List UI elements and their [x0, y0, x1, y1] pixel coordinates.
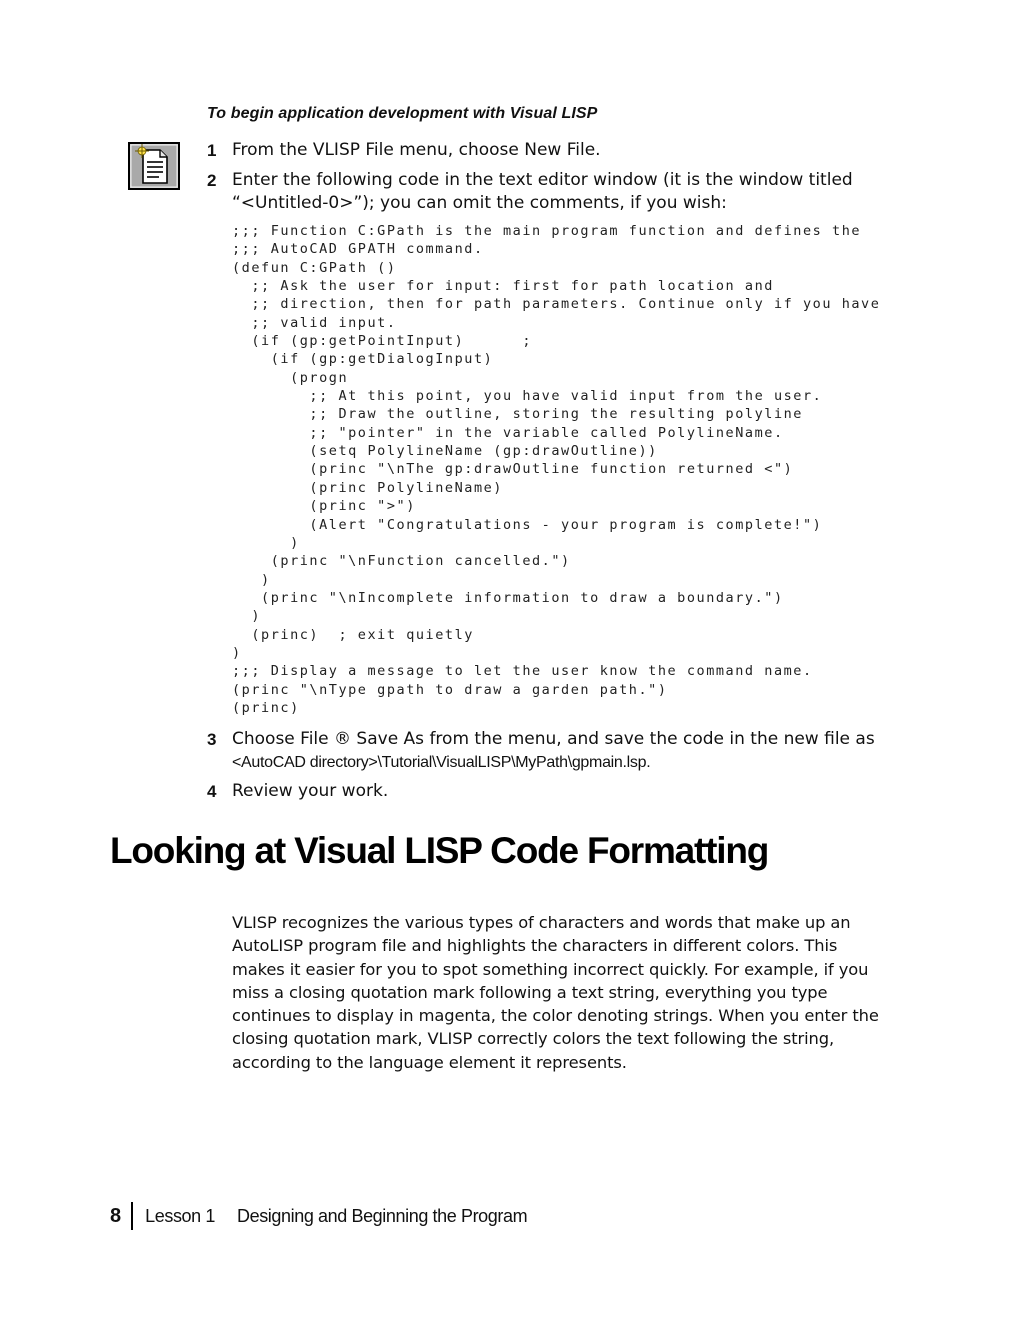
- step-text: [232, 728, 882, 774]
- step-number: 2: [207, 171, 217, 190]
- code-listing: ;;; Function C:GPath is the main program function and defines the ;;; AutoCAD GPATH command. (defun C:GPath () ;; Ask the user for input: first for path location and ;; direction, then for path parameters. Continue only if you have ;; valid input. (if (gp:getPointInput) ; (if (gp:getDialogInput) (progn ;; At this point, you have valid input from the user. ;; Draw the outline, storing the resulting polyline ;; "pointer" in the variable called PolylineName. (setq PolylineName (gp:drawOutline)) (princ "\nThe gp:drawOutline function returned <") (princ PolylineName) (princ ">") (Alert "Congratulations - your program is complete!") ) (princ "\nFunction cancelled.") ) (princ "\nIncomplete information to draw a boundary.") ) (princ) ; exit quietly ) ;;; Display a message to let the user know the command name. (princ "\nType gpath to draw a garden path.") (princ): [232, 223, 881, 716]
- step-text: From the VLISP File menu, choose New File.: [232, 140, 601, 160]
- step-number: 4: [207, 782, 217, 801]
- new-file-icon: [128, 142, 180, 190]
- footer-chapter-title: Designing and Beginning the Program: [236, 1205, 528, 1226]
- page-footer: [110, 1203, 527, 1229]
- step-text-line: Choose File ® Save As from the menu, and save the code in the new file as: [232, 729, 875, 749]
- file-path: <AutoCAD directory>\Tutorial\VisualLISP\MyPath\gpmain.lsp.: [232, 754, 651, 771]
- body-paragraph: VLISP recognizes the various types of characters and words that make up an AutoLISP program file and highlights the characters in different colors. This makes it easier for you to spot something incorrect quickly. For example, if you miss a closing quotation mark following a text string, everything you type continues to display in magenta, the color denoting strings. When you enter the closing quotation mark, VLISP correctly colors the text following the string, according to the language element it represents.: [232, 913, 879, 1072]
- step-text: Review your work.: [232, 781, 389, 801]
- page-number: 8: [110, 1204, 122, 1227]
- step-number: 1: [207, 141, 217, 160]
- step-text-line: Enter the following code in the text editor window (it is the window titled: [232, 170, 853, 190]
- step-text: [232, 169, 882, 215]
- footer-lesson: Lesson 1: [145, 1205, 215, 1226]
- procedure-title: To begin application development with Visual LISP: [207, 105, 598, 122]
- footer-divider: [131, 1202, 133, 1230]
- step-text-line: “<Untitled-0>”); you can omit the comments, if you wish:: [232, 193, 727, 213]
- section-heading: Looking at Visual LISP Code Formatting: [110, 830, 769, 871]
- step-number: 3: [207, 730, 217, 749]
